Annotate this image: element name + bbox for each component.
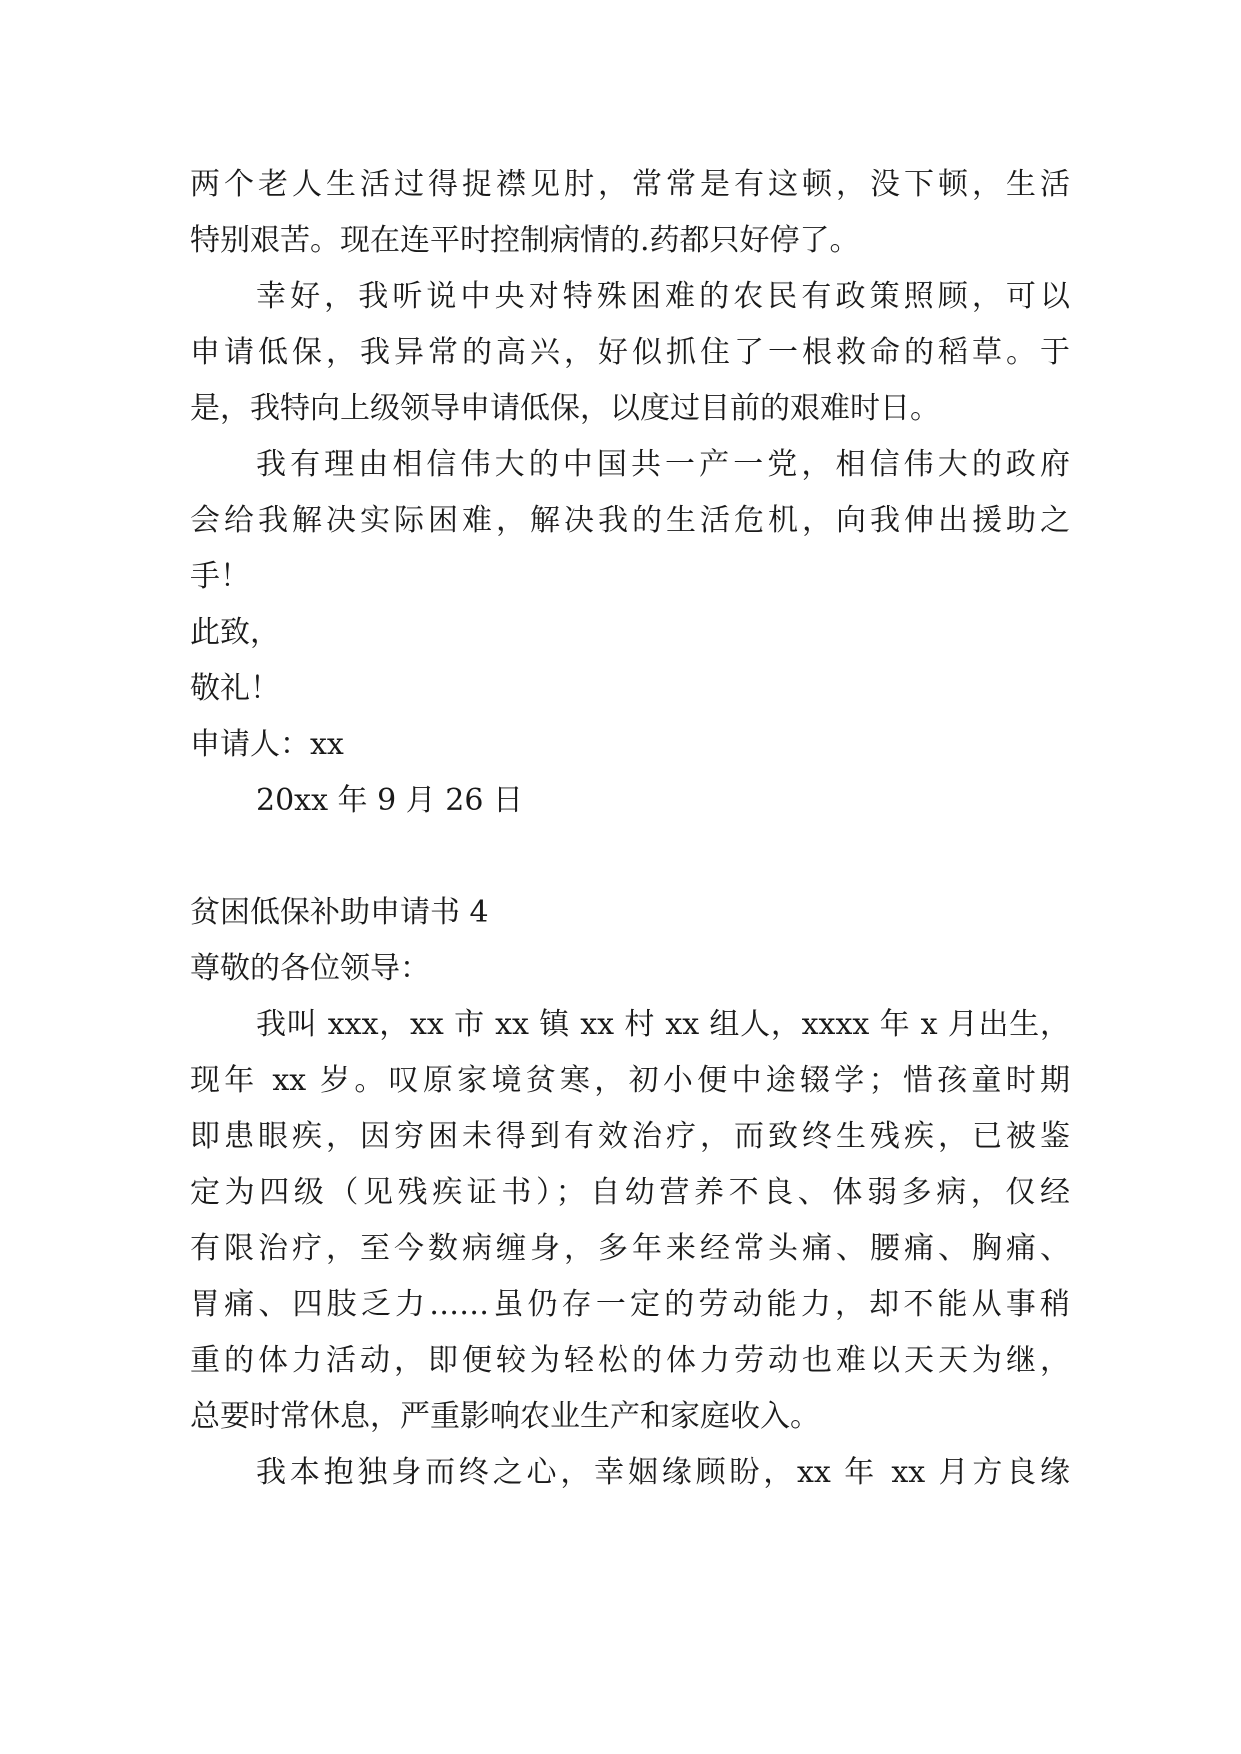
paragraph-line: 是，我特向上级领导申请低保，以度过目前的艰难时日。 xyxy=(190,391,940,426)
applicant-name: 申请人：xx xyxy=(190,727,344,762)
closing-respect: 敬礼！ xyxy=(190,671,280,706)
paragraph-line: 定为四级（见残疾证书）；自幼营养不良、体弱多病，仅经 xyxy=(190,1175,1070,1210)
paragraph-line: 有限治疗，至今数病缠身，多年来经常头痛、腰痛、胸痛、 xyxy=(190,1231,1070,1266)
paragraph-line: 幸好，我听说中央对特殊困难的农民有政策照顾，可以 xyxy=(256,279,1070,314)
paragraph-line: 重的体力活动，即便较为轻松的体力劳动也难以天天为继， xyxy=(190,1343,1070,1378)
paragraph-line: 我本抱独身而终之心，幸姻缘顾盼，xx 年 xx 月方良缘 xyxy=(256,1455,1070,1490)
paragraph-line: 即患眼疾，因穷困未得到有效治疗，而致终生残疾，已被鉴 xyxy=(190,1119,1070,1154)
paragraph-line: 胃痛、四肢乏力……虽仍存一定的劳动能力，却不能从事稍 xyxy=(190,1287,1070,1322)
application-date: 20xx 年 9 月 26 日 xyxy=(256,783,523,818)
paragraph-line: 我有理由相信伟大的中国共一产一党，相信伟大的政府 xyxy=(256,447,1070,482)
paragraph-line: 申请低保，我异常的高兴，好似抓住了一根救命的稻草。于 xyxy=(190,335,1070,370)
paragraph-line: 手！ xyxy=(190,559,250,594)
closing-salute: 此致， xyxy=(190,615,280,650)
section-title: 贫困低保补助申请书 4 xyxy=(190,895,489,930)
paragraph-line: 特别艰苦。现在连平时控制病情的.药都只好停了。 xyxy=(190,223,860,258)
paragraph-line: 我叫 xxx，xx 市 xx 镇 xx 村 xx 组人，xxxx 年 x 月出生， xyxy=(256,1007,1070,1042)
greeting: 尊敬的各位领导： xyxy=(190,951,430,986)
paragraph-line: 两个老人生活过得捉襟见肘，常常是有这顿，没下顿，生活 xyxy=(190,167,1070,202)
paragraph-line: 现年 xx 岁。叹原家境贫寒，初小便中途辍学；惜孩童时期 xyxy=(190,1063,1070,1098)
paragraph-line: 会给我解决实际困难，解决我的生活危机，向我伸出援助之 xyxy=(190,503,1070,538)
paragraph-line: 总要时常休息，严重影响农业生产和家庭收入。 xyxy=(190,1399,820,1434)
